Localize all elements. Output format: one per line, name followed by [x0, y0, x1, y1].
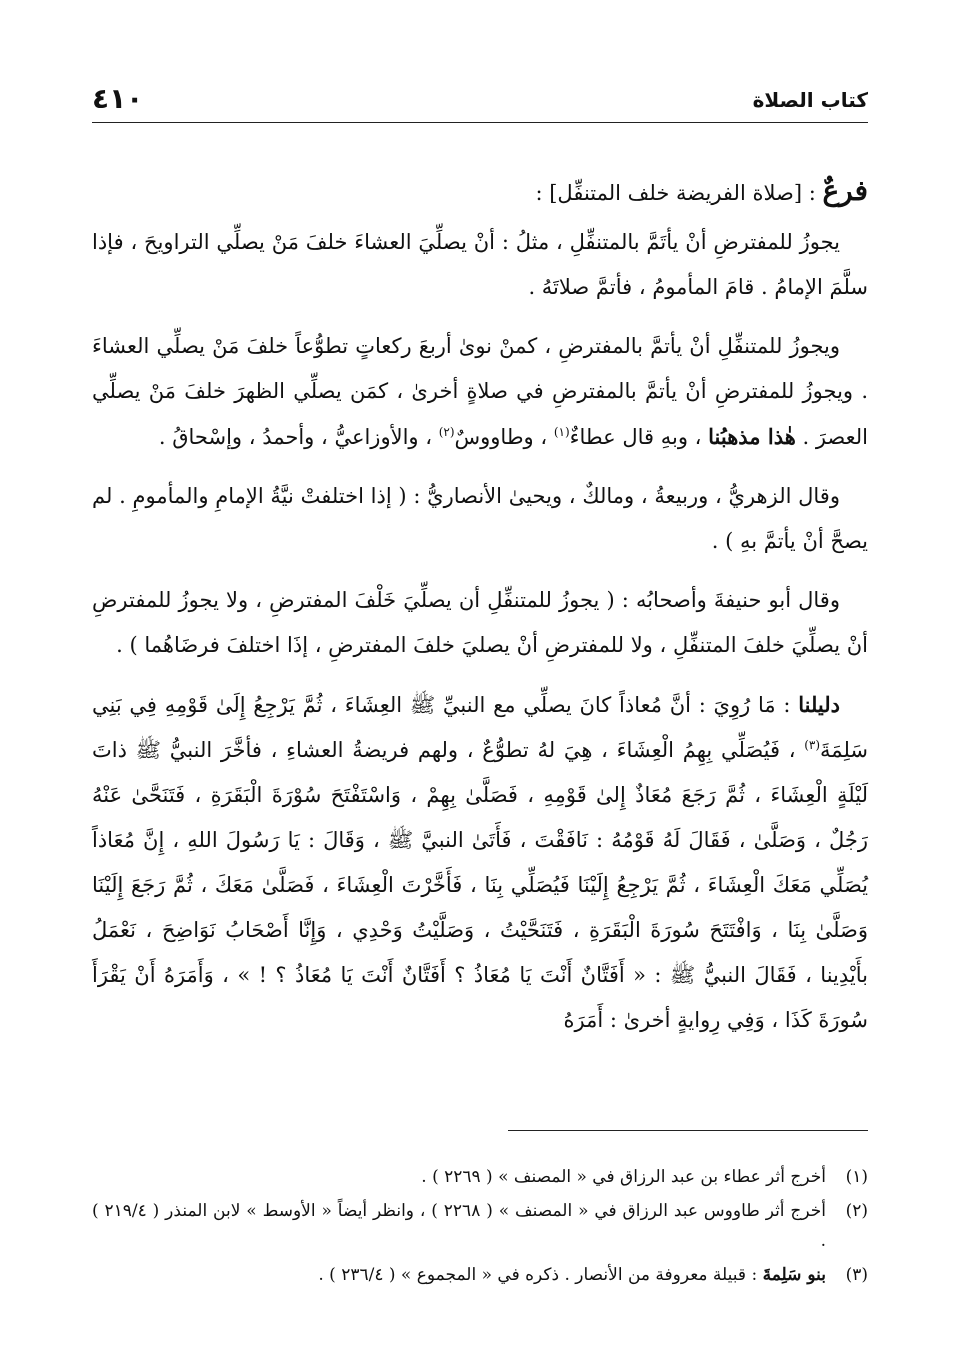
document-page [92, 0, 868, 1361]
paragraph-5-text-b: ، فَيُصَلِّي بِهِمُ الْعِشَاءَ ، هِيَ لهُ تطوُّعٌ ، ولهم فريضةُ العشاءِ ، فأخَّرَ النبيُّ ﷺ ذاتَ لَيْلَةٍ الْعِشَاءَ ، ثُمَّ رَجَعَ مُعَاذٌ إِلىٰ قَوْمِهِ ، فَصَلَّىٰ بِهِمْ ، وَاسْتَفْتَحَ سُوْرَةَ الْبَقَرَةِ ، فَتَنَحَّىٰ عَنْهُ رَجُلٌ ، وَصَلَّىٰ ، فَقَالَ لَهُ قَوْمُهُ : نَافَقْتَ ، فَأَتَىٰ النبيَّ ﷺ ، وَقَالَ : يَا رَسُولَ اللهِ ، إِنَّ مُعَاذاً يُصَلِّي مَعَكَ الْعِشَاءَ ، ثُمَّ يَرْجِعُ إِلَيْنَا فَيُصَلِّي بِنَا ، فَأَخَّرْتَ الْعِشَاءَ ، فَصَلَّىٰ مَعَكَ ، ثُمَّ رَجَعَ إِلَيْنَا وَصَلَّىٰ بِنَا ، وَافْتَتَحَ سُورَةَ الْبَقَرَةِ ، فَتَنَحَّيْتُ ، وَصَلَّيْتُ وَحْدِي ، وَإِنَّا أَصْحَابُ نَوَاضِحَ ، نَعْمَلُ بأَيْدِينا ، فَقَالَ النبيُّ ﷺ : « أَفَتَّانٌ أَنْتَ يَا مُعَاذُ ؟ أَفَتَّانٌ أَنْتَ يَا مُعَاذُ ؟ ! » ، وَأَمَرَهُ أَنْ يَقْرَأَ سُورَةَ كَذَا ، وَفِي رِوايةٍ أخرىٰ : أَمَرَهُ [92, 738, 868, 1032]
paragraph-5 [92, 682, 868, 1043]
paragraph-1: يجوزُ للمفترضِ أنْ يأتَمَّ بالمتنفِّلِ ، مثلُ : أنْ يصلِّيَ العشاءَ خلفَ مَنْ يصلِّي التراويحَ ، فإذا سلَّمَ الإمامُ . قامَ المأمومُ ، فأتمَّ صلاتَهُ . [92, 230, 868, 299]
paragraph-2-text: ويجوزُ للمتنفِّلِ أنْ يأتمَّ بالمفترضِ ، كمنْ نوىٰ أربعَ ركعاتٍ تطوُّعاً خلفَ مَنْ يصلِّي العشاءَ . ويجوزُ للمفترضِ أنْ يأتمَّ بالمفترضِ في صلاةٍ أخرىٰ ، كمَن يصلِّي الظهرَ خلفَ مَنْ يصلِّي العصرَ . [92, 334, 868, 449]
evidence-label: دليلنا [798, 692, 840, 717]
footnote-text: أخرج أثر طاووس عبد الرزاق في « المصنف » ( ٢٢٦٨ ) ، وانظر أيضاً « الأوسط » لابن المنذر ( ٢١٩/٤ ) . [92, 1201, 826, 1251]
section-heading [92, 168, 868, 216]
paragraph-4: وقال أبو حنيفةَ وأصحابُه : ( يجوزُ للمتنفِّلِ أن يصلِّيَ خَلْفَ المفترضِ ، ولا يجوزُ للمفترضِ أنْ يصلِّيَ خلفَ المتنفِّلِ ، ولا للمفترضِ أنْ يصليَ خلفَ المفترضِ ، إذَا اختلفَ فرضَاهُما ) . [92, 588, 868, 657]
madhhab-statement: هٰذا مذهبُنا [708, 424, 796, 449]
paragraph-5-text: : مَا رُوِيَ : أنَّ مُعاذاً كانَ يصلِّي مع النبيِّ ﷺ العِشَاءَ ، ثُمَّ يَرْجِعُ إِلَىٰ قَوْمِهِ فِي بَنِي سَلِمَةَ [92, 693, 868, 762]
footnotes [92, 1162, 868, 1294]
paragraph-2 [92, 324, 868, 460]
footnote-text: أخرج أثر عطاء بن عبد الرزاق في « المصنف » ( ٢٢٦٩ ) . [421, 1167, 826, 1187]
footnote-ref-2[interactable]: (٢) [438, 425, 455, 439]
footnote-text [92, 1260, 826, 1290]
footnote-number: (٣) [845, 1265, 868, 1285]
footnote-number: (١) [845, 1167, 868, 1187]
footnote-term: بنو سَلِمةَ [762, 1265, 826, 1285]
book-title: كتاب الصلاة [752, 88, 868, 112]
footnote-divider [508, 1130, 868, 1131]
footnote-1 [92, 1162, 868, 1192]
footnote-number: (٢) [845, 1201, 868, 1221]
paragraph-3: وقال الزهريُّ ، وربيعةُ ، ومالكٌ ، ويحيىٰ الأنصاريُّ : ( إذا اختلفتْ نيَّةُ الإمامِ والمأمومِ . لم يصحَّ أنْ يأتمَّ بهِ ) . [92, 484, 868, 553]
paragraph-2-text-b: ، وبهِ قال عطاءٌ [569, 425, 702, 449]
footnote-3 [92, 1260, 868, 1290]
footnote-definition: : قبيلة معروفة من الأنصار . ذكره في « المجموع » ( ٢٣٦/٤ ) . [318, 1265, 758, 1285]
footnote-ref-3[interactable]: (٣) [804, 738, 821, 752]
footnote-2 [92, 1196, 868, 1256]
paragraph-2-text-c: ، وطاووسٌ [454, 425, 548, 449]
page-number: ٤١٠ [92, 82, 144, 115]
footnote-ref-1[interactable]: (١) [553, 425, 570, 439]
section-title: : [صلاة الفريضة خلف المتنفِّل] : [535, 181, 816, 205]
main-text [92, 168, 868, 1057]
section-label: فرعٌ [822, 174, 868, 207]
running-header [92, 82, 868, 123]
paragraph-2-text-d: ، والأوزاعيُّ ، وأحمدُ ، وإسْحاقُ . [158, 425, 432, 449]
